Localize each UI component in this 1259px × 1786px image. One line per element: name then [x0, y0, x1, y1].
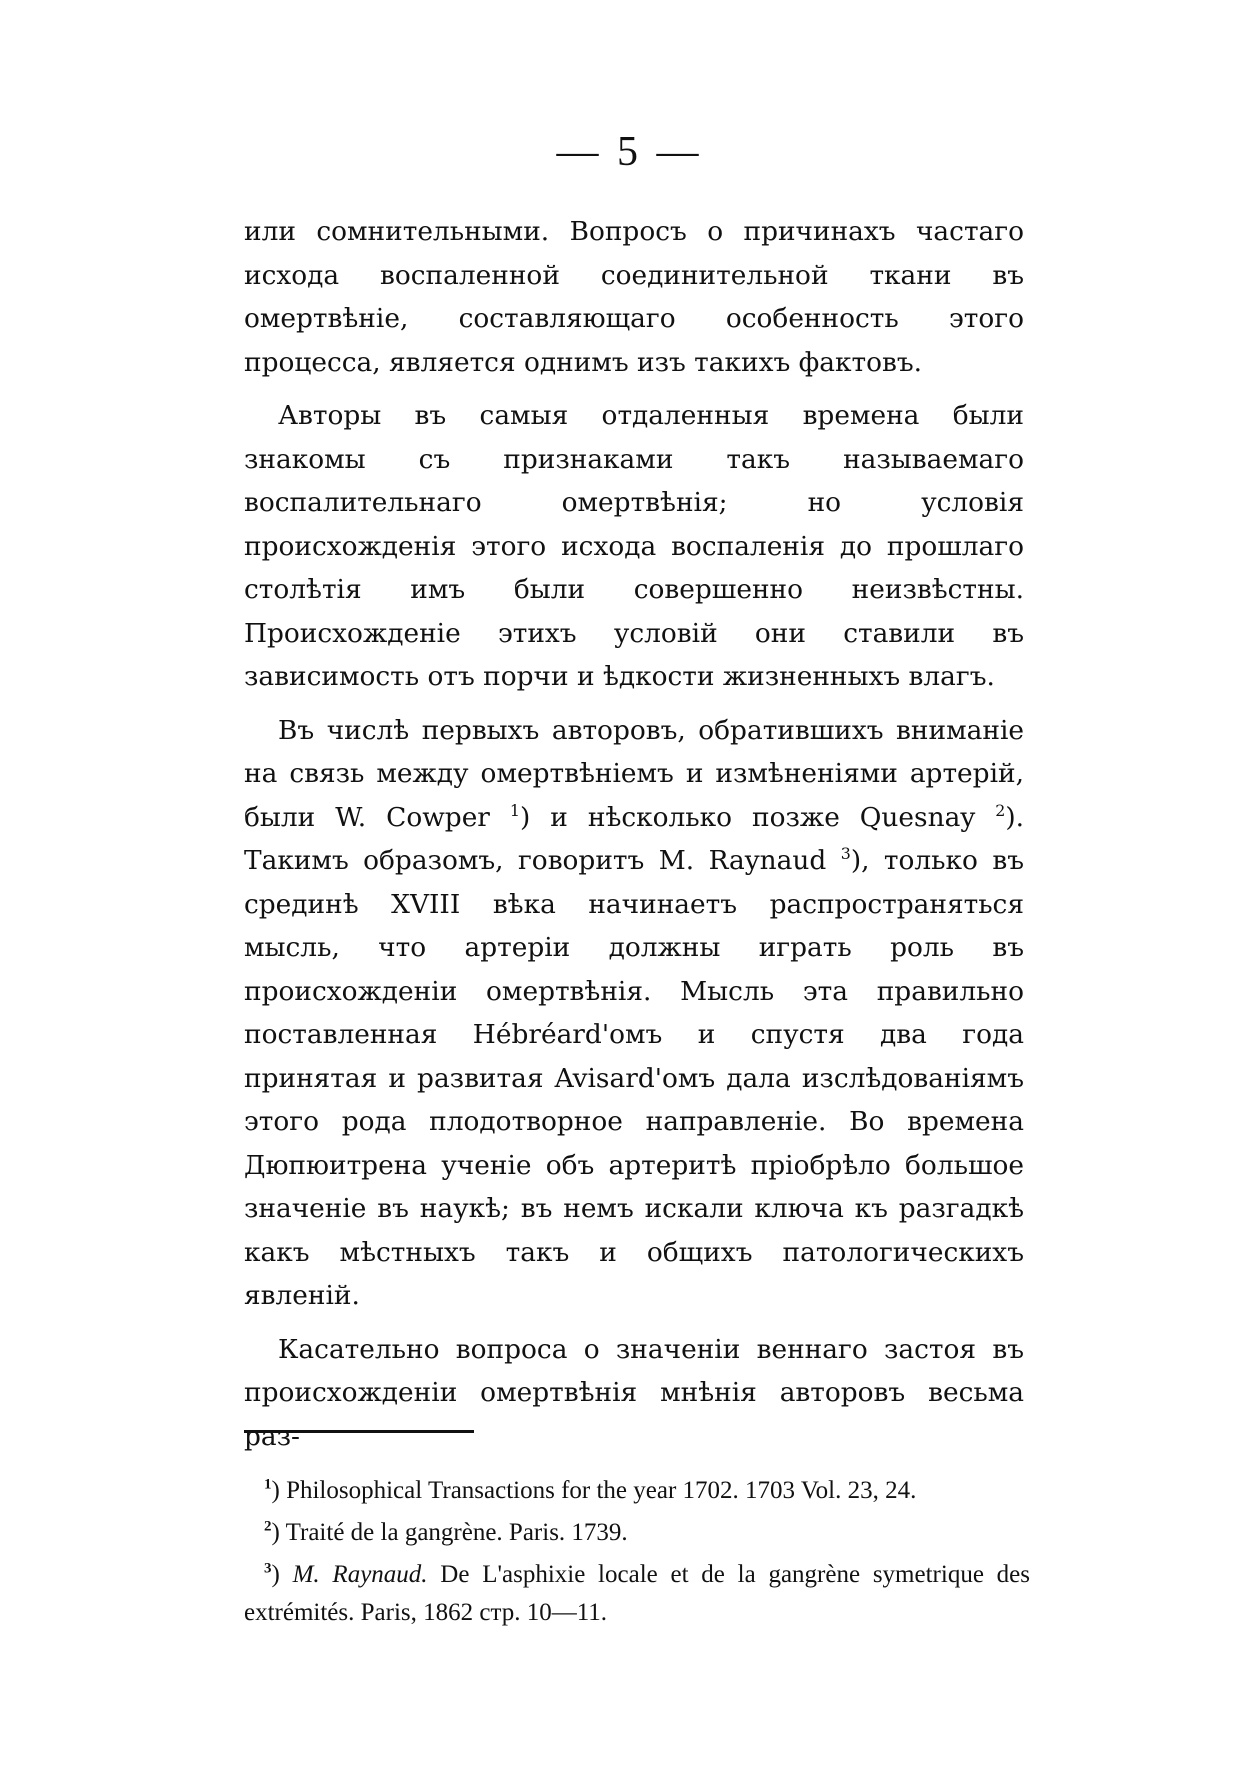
- paragraph-4: Касательно вопроса о значеніи веннаго застоя въ происхожденіи омертвѣнія мнѣнія авторовъ весьма раз-: [244, 1333, 1024, 1452]
- paragraph-1: или сомнительными. Вопросъ о причинахъ частаго исхода воспаленной соединительной ткани въ омертвѣніе, составляющаго особенность этого процесса, является однимъ изъ такихъ фактовъ.: [244, 216, 1024, 378]
- footnote-1-text: ) Philosophical Transactions for the year 1702. 1703 Vol. 23, 24.: [271, 1477, 917, 1504]
- footnote-3-text: De L'asphixie locale et de la gangrène symetrique des extrémités. Paris, 1862 стр. 10—11.: [244, 1561, 1030, 1626]
- paragraph-2: Авторы въ самыя отдаленныя времена были знакомы съ признаками такъ называемаго воспалительнаго омертвѣнія; но условія происхожденія этого исхода воспаленія до прошлаго столѣтія имъ были совершенно неизвѣстны. Происхожденіе этихъ условій они ставили въ зависимость отъ порчи и ѣдкости жизненныхъ влагъ.: [244, 400, 1024, 692]
- paragraph-3-text-d: ), только въ срединѣ XVIII вѣка начинаетъ распространяться мысль, что артеріи должны играть роль въ происхожденіи омертвѣнія. Мысль эта правильно поставленная Hébréard'омъ и спустя два года принятая и развитая Avisard'омъ дала изслѣдованіямъ этого рода плодотворное направленіе. Во времена Дюпюитрена ученіе объ артеритѣ пріобрѣло большое значеніе въ наукѣ; въ немъ искали ключа къ разгадкѣ какъ мѣстныхъ такъ и общихъ патологическихъ явленій.: [244, 845, 1024, 1311]
- paragraph-3: [244, 709, 1024, 1318]
- footnote-ref-1: 1: [509, 800, 520, 820]
- footnote-ref-2: 2: [995, 800, 1006, 820]
- footnote-marker-2: 2: [264, 1518, 272, 1535]
- footnote-marker-1: 1: [264, 1476, 272, 1493]
- footnote-1: [244, 1472, 1030, 1510]
- paragraph-3-text-c: ). Такимъ образомъ, говоритъ M. Raynaud: [244, 801, 1024, 876]
- page-number: — 5 —: [556, 129, 703, 175]
- footnote-3-author: M. Raynaud.: [292, 1561, 428, 1588]
- footnote-2-text: ) Traité de la gangrène. Paris. 1739.: [271, 1519, 628, 1546]
- paragraph-3-text-b: ) и нѣсколько позже Quesnay: [520, 801, 996, 833]
- footnote-marker-3: 3: [264, 1560, 272, 1577]
- body-text: [244, 210, 1024, 1468]
- footnote-2: [244, 1514, 1030, 1552]
- footnote-divider: [244, 1430, 474, 1433]
- footnote-3: [244, 1556, 1030, 1632]
- paragraph-3-text-a: Въ числѣ первыхъ авторовъ, обратившихъ вниманіе на связь между омертвѣніемъ и измѣненіями артерій, были W. Cowper: [244, 714, 1024, 833]
- footnotes: [244, 1472, 1030, 1636]
- footnote-ref-3: 3: [840, 844, 851, 864]
- footnote-3-paren: ): [271, 1561, 293, 1588]
